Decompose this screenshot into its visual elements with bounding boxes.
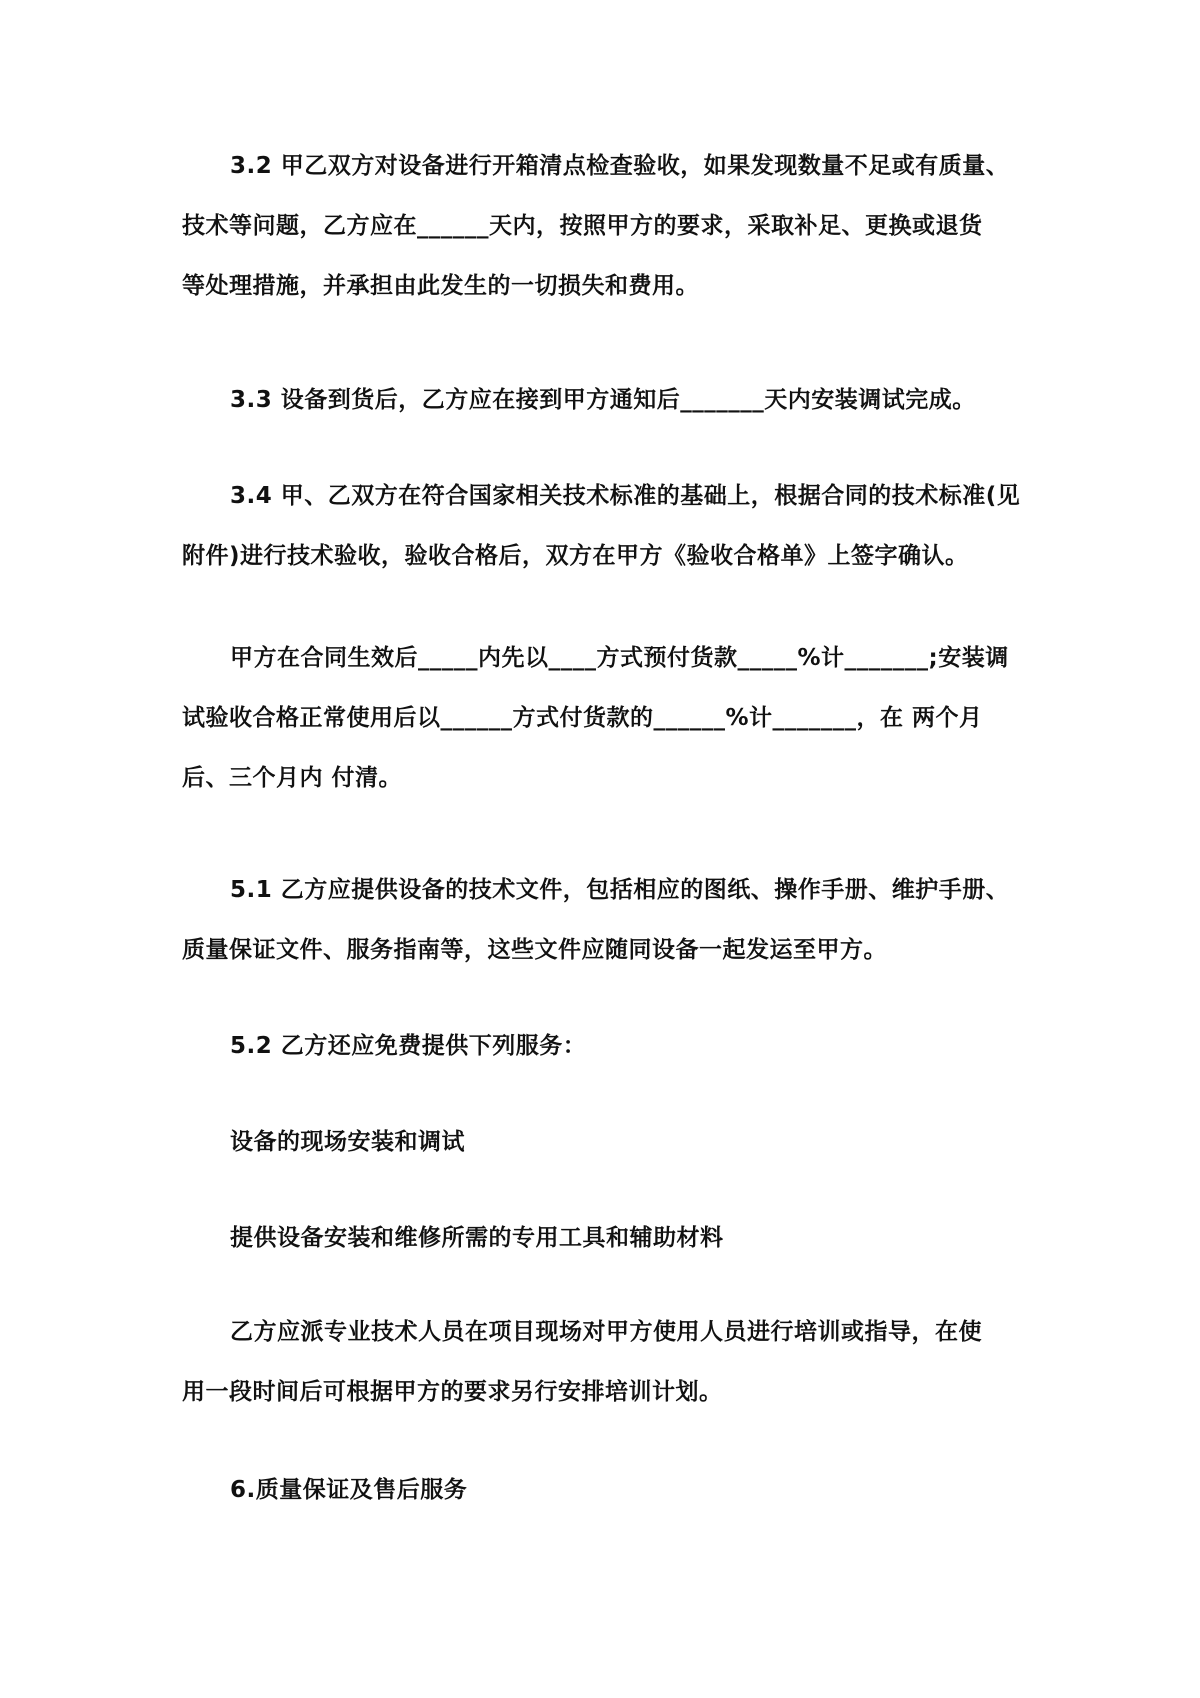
text-line: 设备的现场安装和调试 bbox=[230, 1129, 465, 1155]
section-6-heading bbox=[182, 1460, 1042, 1520]
text-line: 试验收合格正常使用后以______方式付货款的______%计_______，在 两个月 bbox=[182, 705, 983, 731]
service-install bbox=[182, 1112, 1042, 1172]
text-line: 乙方应派专业技术人员在项目现场对甲方使用人员进行培训或指导，在使 bbox=[230, 1319, 982, 1345]
text-line: 等处理措施，并承担由此发生的一切损失和费用。 bbox=[182, 273, 699, 299]
text-line: 附件)进行技术验收，验收合格后，双方在甲方《验收合格单》上签字确认。 bbox=[182, 543, 969, 569]
training-clause bbox=[182, 1302, 1042, 1422]
text-line: 3.3 设备到货后，乙方应在接到甲方通知后_______天内安装调试完成。 bbox=[230, 387, 976, 413]
text-line: 质量保证文件、服务指南等，这些文件应随同设备一起发运至甲方。 bbox=[182, 937, 887, 963]
clause-3-2 bbox=[182, 136, 1042, 316]
text-line: 甲方在合同生效后_____内先以____方式预付货款_____%计_______;安装调 bbox=[230, 645, 1009, 671]
clause-3-4 bbox=[182, 466, 1042, 586]
text-line: 5.2 乙方还应免费提供下列服务： bbox=[230, 1033, 587, 1059]
text-line: 技术等问题，乙方应在______天内，按照甲方的要求，采取补足、更换或退货 bbox=[182, 213, 983, 239]
clause-3-3 bbox=[182, 370, 1042, 430]
payment-clause bbox=[182, 628, 1042, 808]
clause-5-1 bbox=[182, 860, 1042, 980]
service-tools bbox=[182, 1208, 1042, 1268]
text-line: 3.2 甲乙双方对设备进行开箱清点检查验收，如果发现数量不足或有质量、 bbox=[230, 153, 1010, 179]
text-line: 3.4 甲、乙双方在符合国家相关技术标准的基础上，根据合同的技术标准(见 bbox=[230, 483, 1021, 509]
text-line: 5.1 乙方应提供设备的技术文件，包括相应的图纸、操作手册、维护手册、 bbox=[230, 877, 1010, 903]
text-line: 6.质量保证及售后服务 bbox=[230, 1477, 468, 1503]
text-line: 后、三个月内 付清。 bbox=[182, 765, 403, 791]
text-line: 提供设备安装和维修所需的专用工具和辅助材料 bbox=[230, 1225, 724, 1251]
text-line: 用一段时间后可根据甲方的要求另行安排培训计划。 bbox=[182, 1379, 723, 1405]
clause-5-2 bbox=[182, 1016, 1042, 1076]
